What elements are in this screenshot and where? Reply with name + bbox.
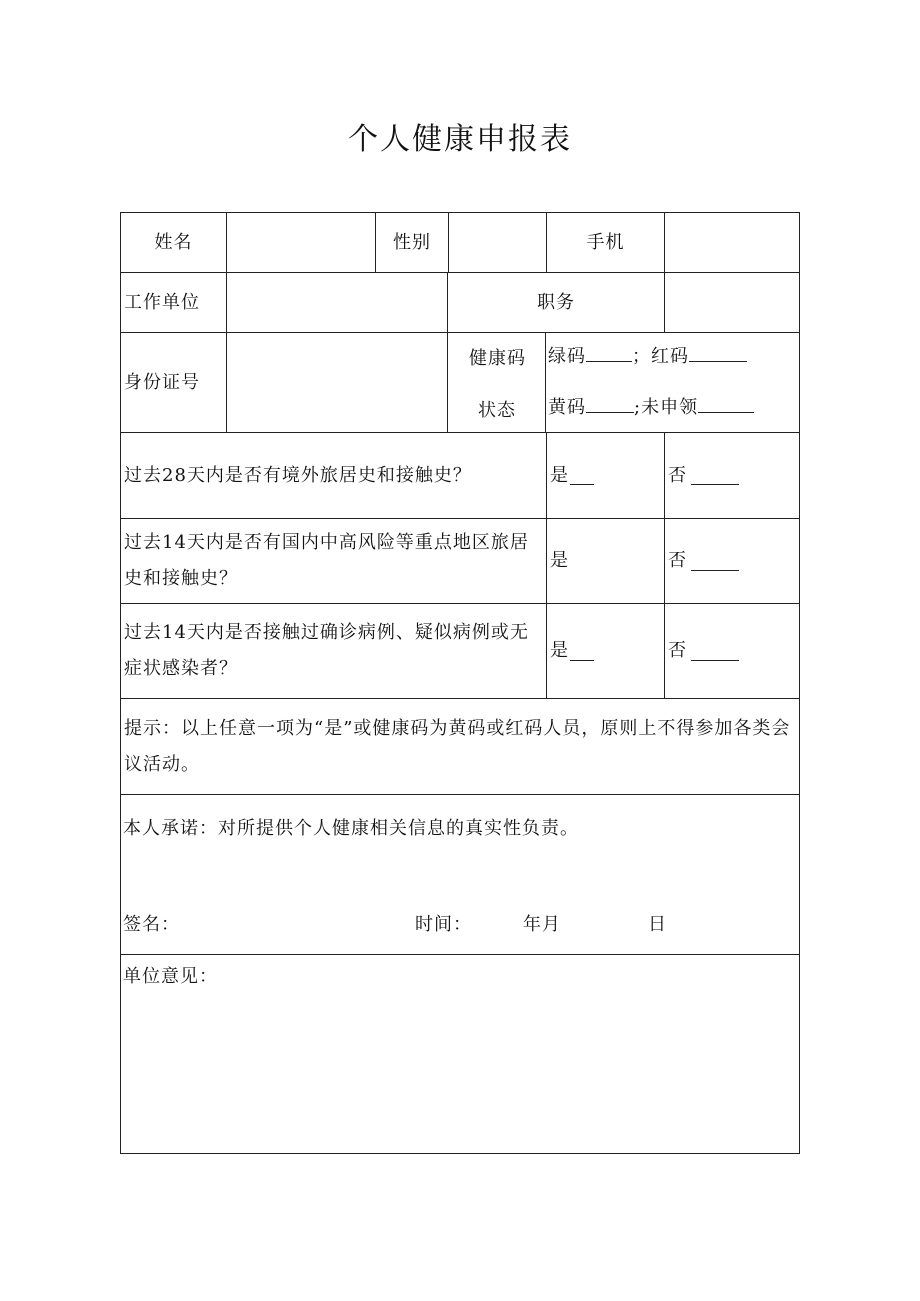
health-code-label-line1: 健康码	[469, 348, 526, 369]
question-3-text: 过去14天内是否接触过确诊病例、疑似病例或无症状感染者？	[120, 603, 547, 699]
name-label: 姓名	[120, 212, 227, 273]
work-unit-label: 工作单位	[120, 272, 227, 333]
semicolon: ；	[632, 346, 651, 367]
health-declaration-form	[120, 212, 800, 1154]
not-applied-blank[interactable]	[698, 392, 754, 413]
red-code-label: 红码	[651, 346, 689, 367]
gender-field[interactable]	[448, 212, 547, 273]
no-label: 否	[668, 640, 687, 661]
question-2-no[interactable]	[664, 518, 800, 604]
phone-field[interactable]	[664, 212, 800, 273]
question-1-yes[interactable]	[546, 432, 665, 519]
no-label: 否	[668, 464, 687, 486]
position-field[interactable]	[664, 272, 800, 333]
yes-blank	[570, 466, 594, 485]
notice-text: 提示：以上任意一项为“是”或健康码为黄码或红码人员，原则上不得参加各类会议活动。	[120, 698, 800, 795]
yes-blank	[570, 642, 594, 661]
yes-label: 是	[550, 640, 569, 661]
health-code-line-1	[548, 339, 747, 375]
day-label: 日	[648, 914, 667, 935]
yellow-code-label: 黄码	[548, 397, 586, 418]
position-label: 职务	[447, 272, 665, 333]
green-code-label: 绿码	[548, 346, 586, 367]
semicolon: ;	[634, 397, 642, 418]
id-number-field[interactable]	[226, 332, 448, 433]
name-field[interactable]	[226, 212, 376, 273]
gender-label: 性别	[375, 212, 449, 273]
red-code-blank[interactable]	[689, 341, 747, 362]
green-code-blank[interactable]	[586, 341, 632, 362]
pledge-text: 本人承诺：对所提供个人健康相关信息的真实性负责。	[123, 818, 579, 839]
unit-opinion-section[interactable]	[120, 954, 800, 1154]
yes-label: 是	[550, 550, 569, 571]
no-blank	[691, 642, 739, 661]
yes-label: 是	[550, 464, 569, 486]
work-unit-field[interactable]	[226, 272, 448, 333]
health-code-label	[447, 332, 546, 433]
phone-label: 手机	[546, 212, 665, 273]
no-blank	[691, 552, 739, 571]
question-1-text: 过去28天内是否有境外旅居史和接触史？	[120, 432, 547, 519]
health-code-status-cell	[545, 332, 800, 433]
signature-label[interactable]: 签名：	[123, 914, 180, 935]
id-number-label: 身份证号	[120, 332, 227, 433]
question-3-no[interactable]	[664, 603, 800, 699]
pledge-section	[120, 794, 800, 955]
yellow-code-blank[interactable]	[586, 392, 634, 413]
question-2-yes[interactable]	[546, 518, 665, 604]
unit-opinion-label: 单位意见：	[123, 966, 218, 987]
time-label: 时间：	[415, 914, 472, 935]
no-label: 否	[668, 550, 687, 571]
not-applied-label: 未申领	[641, 397, 699, 418]
year-month-label: 年月	[523, 914, 561, 935]
question-3-yes[interactable]	[546, 603, 665, 699]
question-1-no[interactable]	[664, 432, 800, 519]
question-2-text: 过去14天内是否有国内中高风险等重点地区旅居史和接触史？	[120, 518, 547, 604]
page-title: 个人健康申报表	[348, 122, 572, 157]
no-blank	[691, 466, 739, 485]
health-code-label-line2: 状态	[478, 400, 516, 421]
health-code-line-2	[548, 390, 754, 426]
